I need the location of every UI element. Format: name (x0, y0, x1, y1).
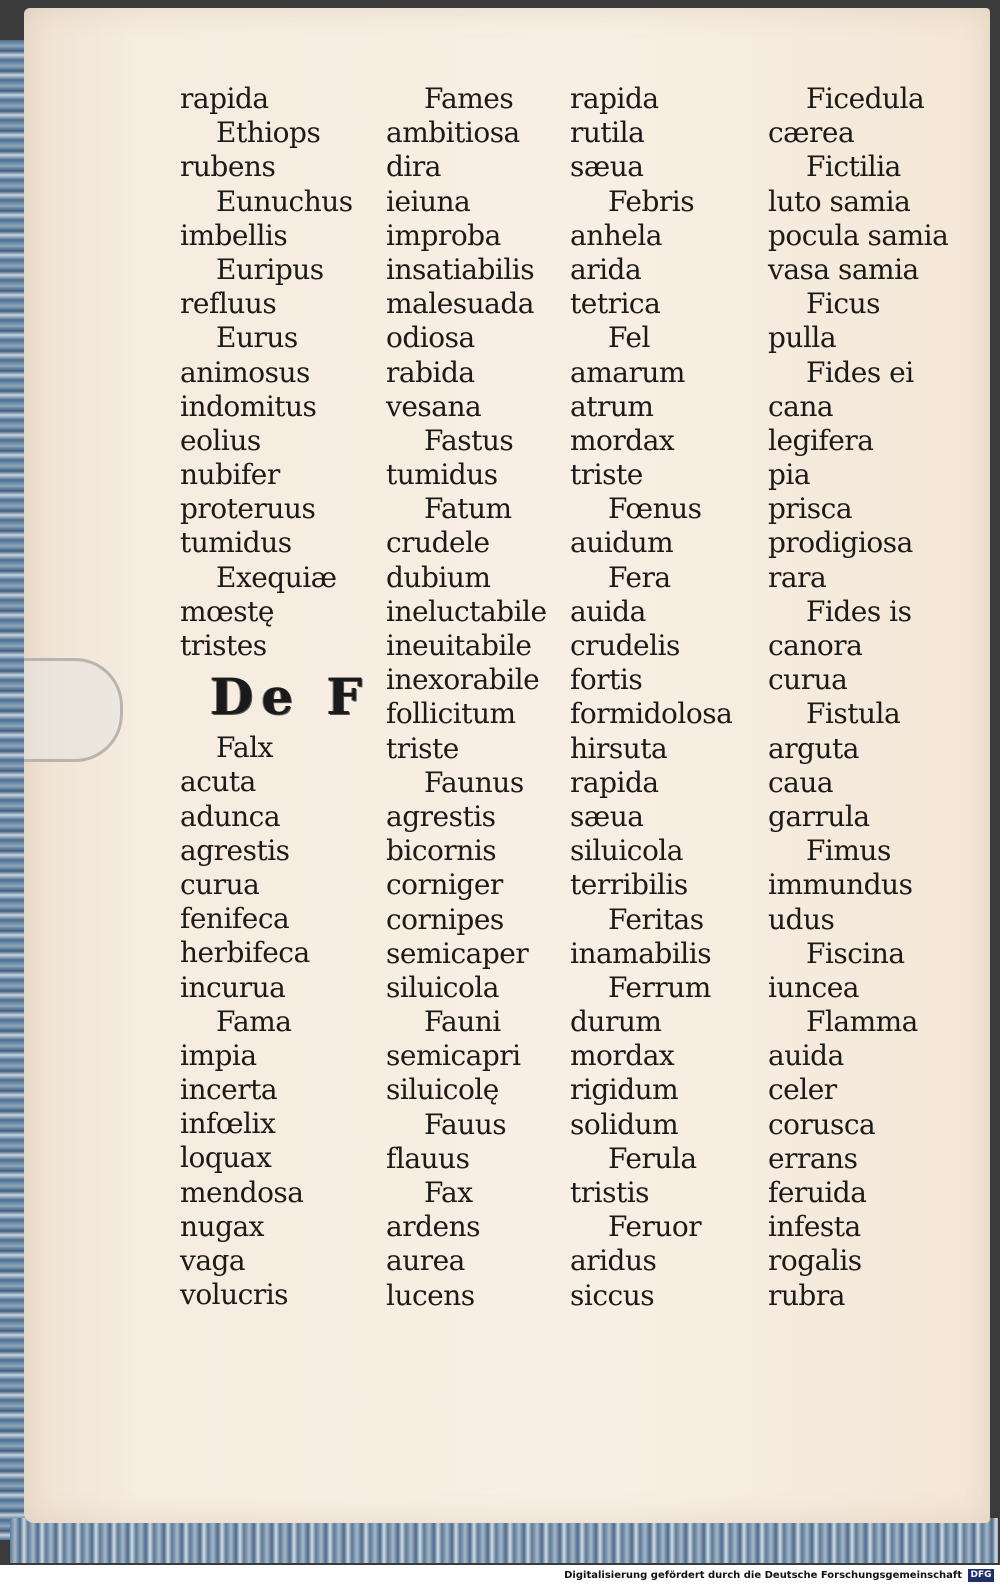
epithet: vaga (180, 1244, 246, 1277)
epithet: rutila (570, 116, 645, 150)
epithet: immundus (768, 868, 913, 902)
epithet: fortis (570, 663, 643, 697)
epithet: flauus (386, 1141, 470, 1175)
book-bottom-edge (10, 1518, 998, 1563)
headword: Fauus (424, 1107, 507, 1141)
epithet: infœlix (180, 1107, 276, 1141)
epithet: siccus (570, 1278, 655, 1312)
epithet: mordax (570, 423, 675, 457)
epithet: vesana (386, 389, 482, 423)
epithet: siluicola (386, 970, 499, 1004)
epithet: acuta (180, 765, 256, 799)
epithet: impia (180, 1038, 257, 1072)
epithet: amarum (570, 355, 685, 389)
epithet: ineuitabile (386, 629, 532, 662)
epithet: agrestis (180, 833, 290, 867)
epithet: canora (768, 629, 863, 662)
epithet: prodigiosa (768, 526, 913, 560)
headword: Eunuchus (216, 184, 353, 218)
epithet: errans (768, 1141, 858, 1175)
epithet: rara (768, 560, 827, 594)
epithet: incurua (180, 970, 286, 1004)
epithet: sæua (570, 150, 644, 184)
epithet: auida (570, 594, 646, 628)
epithet: celer (768, 1073, 837, 1107)
headword: Fœnus (608, 492, 702, 526)
epithet: semicaper (386, 936, 529, 970)
word-column-2 (386, 82, 547, 1313)
digitization-footer (0, 1565, 1000, 1588)
word-column-4 (768, 82, 948, 1313)
epithet: dira (386, 150, 441, 184)
headword: Fax (424, 1176, 473, 1209)
epithet: arguta (768, 731, 859, 765)
epithet: refluus (180, 287, 277, 321)
dfg-logo: DFG (968, 1569, 994, 1582)
headword: Fera (608, 560, 671, 594)
epithet: pocula samia (768, 218, 949, 252)
epithet: luto samia (768, 184, 911, 218)
epithet: udus (768, 902, 835, 936)
epithet: dubium (386, 560, 491, 594)
page-clip (24, 658, 123, 762)
epithet: malesuada (386, 287, 534, 321)
epithet: rapida (570, 765, 659, 799)
headword: Feruor (608, 1210, 702, 1244)
epithet: nugax (180, 1209, 264, 1243)
epithet: herbifeca (180, 936, 310, 970)
epithet: adunca (180, 799, 281, 833)
epithet: eolius (180, 423, 261, 457)
headword: Fiscina (806, 936, 905, 970)
headword: Exequiæ (216, 560, 337, 594)
epithet: corniger (386, 868, 503, 902)
epithet: loquax (180, 1141, 272, 1175)
epithet: triste (570, 458, 643, 492)
epithet: tetrica (570, 287, 661, 321)
epithet: follicitum (386, 697, 516, 731)
epithet: cornipes (386, 902, 504, 936)
epithet: terribilis (570, 868, 688, 902)
epithet: siluicola (570, 834, 683, 868)
epithet: ambitiosa (386, 116, 520, 150)
epithet: arida (570, 252, 642, 286)
epithet: proteruus (180, 492, 316, 526)
epithet: anhela (570, 218, 662, 252)
epithet: ineluctabile (386, 594, 547, 628)
epithet: ieiuna (386, 184, 471, 218)
epithet: incerta (180, 1073, 278, 1107)
headword: Fama (216, 1004, 292, 1038)
epithet: formidolosa (570, 697, 733, 731)
headword: Ficus (806, 287, 880, 321)
epithet: mœstę (180, 594, 274, 628)
epithet: hirsuta (570, 731, 668, 765)
headword: Fictilia (806, 150, 901, 184)
epithet: prisca (768, 492, 853, 526)
epithet: inexorabile (386, 663, 540, 697)
epithet: mendosa (180, 1175, 304, 1209)
epithet: iuncea (768, 970, 859, 1004)
headword: Ferrum (608, 970, 711, 1004)
epithet: solidum (570, 1107, 679, 1141)
epithet: imbellis (180, 218, 288, 252)
epithet: inamabilis (570, 936, 712, 970)
epithet: rigidum (570, 1073, 679, 1107)
epithet: rogalis (768, 1244, 862, 1278)
epithet: infesta (768, 1210, 861, 1244)
epithet: insatiabilis (386, 252, 535, 286)
headword: Falx (216, 731, 273, 765)
word-column-3 (570, 82, 732, 1313)
epithet: crudele (386, 526, 490, 560)
headword: Feritas (608, 902, 704, 936)
epithet: nubifer (180, 458, 280, 492)
epithet: durum (570, 1005, 662, 1039)
epithet: tumidus (386, 458, 498, 492)
epithet: volucris (180, 1278, 289, 1312)
epithet: tristes (180, 629, 267, 662)
headword: Ethiops (216, 116, 321, 150)
epithet: curua (768, 663, 848, 697)
epithet: rapida (570, 82, 659, 115)
headword: Ferula (608, 1141, 697, 1175)
headword: Fastus (424, 423, 514, 457)
epithet: sæua (570, 799, 644, 833)
epithet: rapida (180, 82, 269, 115)
epithet: triste (386, 731, 459, 765)
epithet: mordax (570, 1039, 675, 1073)
headword: Fides is (806, 594, 912, 628)
epithet: legifera (768, 423, 874, 457)
epithet: caua (768, 765, 834, 799)
headword: Fimus (806, 834, 891, 868)
headword: Fauni (424, 1005, 501, 1039)
headword: Eurus (216, 321, 298, 355)
epithet: animosus (180, 355, 310, 389)
headword: Euripus (216, 252, 324, 286)
epithet: tumidus (180, 526, 292, 560)
epithet: curua (180, 867, 260, 901)
epithet: pia (768, 458, 811, 492)
headword: Flamma (806, 1005, 918, 1039)
epithet: agrestis (386, 799, 496, 833)
epithet: rubra (768, 1278, 845, 1312)
word-column-1 (180, 82, 370, 1312)
headword: Fel (608, 321, 650, 355)
epithet: cana (768, 389, 834, 423)
headword: Fames (424, 82, 514, 115)
epithet: aurea (386, 1244, 465, 1278)
epithet: indomitus (180, 389, 317, 423)
epithet: tristis (570, 1176, 650, 1209)
epithet: cærea (768, 116, 855, 150)
epithet: auida (768, 1039, 844, 1073)
epithet: rubens (180, 150, 276, 184)
footer-credit: Digitalisierung gefördert durch die Deutsche Forschungsgemeinschaft (564, 1570, 962, 1581)
epithet: fenifeca (180, 902, 290, 936)
epithet: siluicolę (386, 1073, 499, 1107)
epithet: improba (386, 218, 501, 252)
epithet: rabida (386, 355, 475, 389)
epithet: ardens (386, 1210, 480, 1244)
headword: Faunus (424, 765, 524, 799)
section-initials: De F (210, 667, 371, 727)
epithet: vasa samia (768, 252, 919, 286)
epithet: corusca (768, 1107, 876, 1141)
epithet: garrula (768, 799, 870, 833)
epithet: crudelis (570, 629, 680, 662)
epithet: auidum (570, 526, 674, 560)
epithet: odiosa (386, 321, 475, 355)
epithet: aridus (570, 1244, 657, 1278)
epithet: feruida (768, 1176, 867, 1209)
headword: Febris (608, 184, 695, 218)
epithet: lucens (386, 1278, 475, 1312)
epithet: semicapri (386, 1039, 521, 1073)
headword: Fides ei (806, 355, 914, 389)
headword: Fistula (806, 697, 901, 731)
epithet: pulla (768, 321, 837, 355)
epithet: bicornis (386, 834, 497, 868)
headword: Ficedula (806, 82, 925, 115)
epithet: atrum (570, 389, 654, 423)
headword: Fatum (424, 492, 512, 526)
